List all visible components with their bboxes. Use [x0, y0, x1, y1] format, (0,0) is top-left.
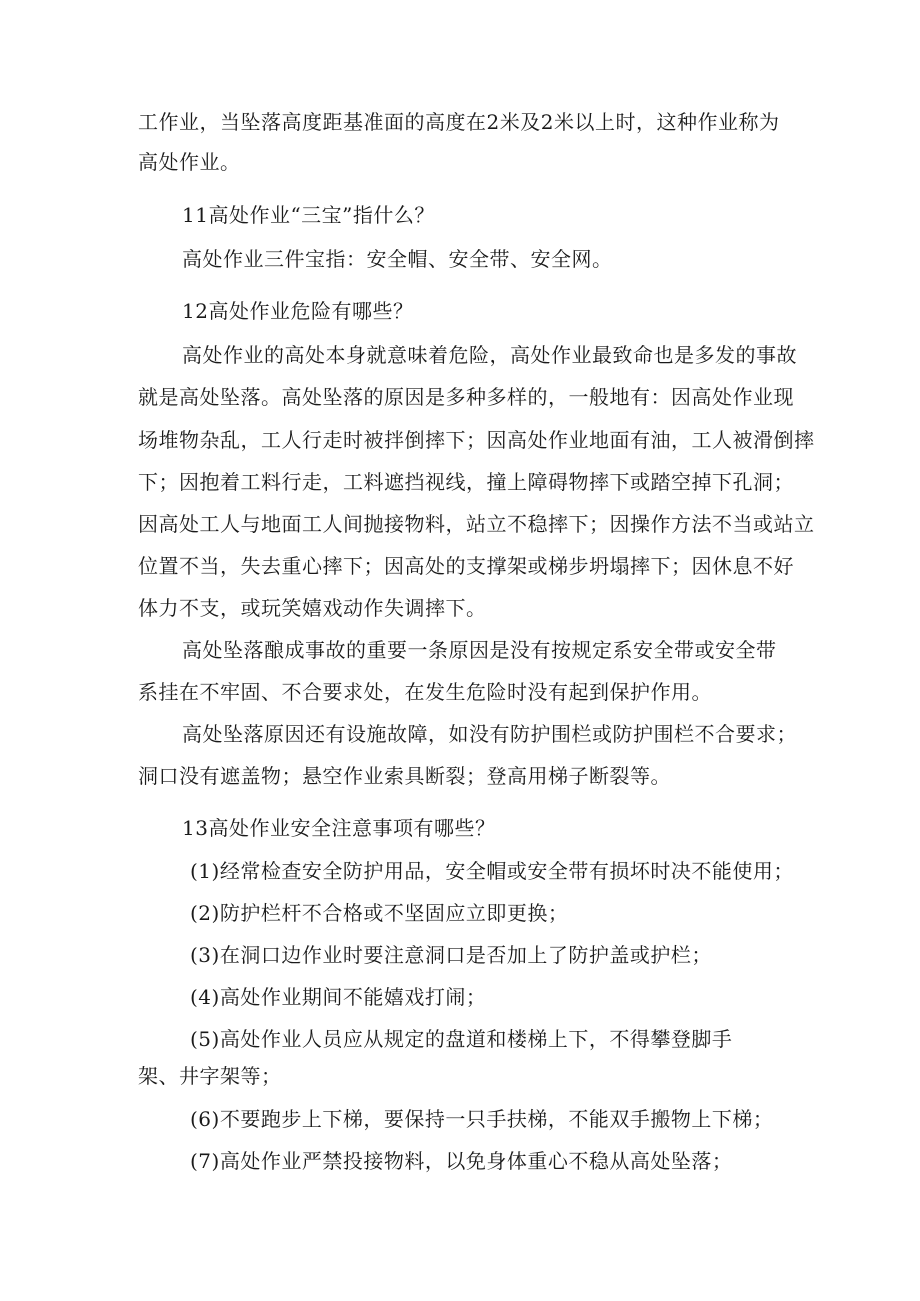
list-item-continuation: 架、井字架等； — [138, 1064, 282, 1088]
list-item: (6)不要跑步上下梯，要保持一只手扶梯，不能双手搬物上下梯； — [190, 1107, 774, 1131]
list-item: (2)防护栏杆不合格或不坚固应立即更换； — [190, 901, 569, 925]
list-item: (4)高处作业期间不能嬉戏打闹； — [190, 985, 487, 1009]
paragraph-line: 高处作业的高处本身就意味着危险，高处作业最致命也是多发的事故 — [182, 343, 797, 367]
paragraph-line: 体力不支，或玩笑嬉戏动作失调摔下。 — [138, 596, 487, 620]
paragraph-line: 因高处工人与地面工人间抛接物料，站立不稳摔下；因操作方法不当或站立 — [138, 512, 815, 536]
paragraph-line: 位置不当，失去重心摔下；因高处的支撑架或梯步坍塌摔下；因休息不好 — [138, 554, 794, 578]
paragraph-line: 场堆物杂乱，工人行走时被拌倒摔下；因高处作业地面有油，工人被滑倒摔 — [138, 428, 815, 452]
question-heading-11: 11高处作业“三宝”指什么？ — [182, 203, 435, 227]
paragraph-line: 高处作业。 — [138, 150, 241, 174]
paragraph-line: 高处坠落原因还有设施故障，如没有防护围栏或防护围栏不合要求； — [182, 722, 797, 746]
list-item: (5)高处作业人员应从规定的盘道和楼梯上下，不得攀登脚手 — [190, 1027, 733, 1051]
paragraph-line: 系挂在不牢固、不合要求处，在发生危险时没有起到保护作用。 — [138, 680, 712, 704]
list-item: (7)高处作业严禁投接物料，以免身体重心不稳从高处坠落； — [190, 1149, 733, 1173]
paragraph-line: 洞口没有遮盖物；悬空作业索具断裂；登高用梯子断裂等。 — [138, 764, 671, 788]
paragraph-line: 工作业，当坠落高度距基准面的高度在2米及2米以上时，这种作业称为 — [138, 110, 780, 134]
paragraph-line: 就是高处坠落。高处坠落的原因是多种多样的，一般地有：因高处作业现 — [138, 385, 794, 409]
paragraph-line: 下；因抱着工料行走，工料遮挡视线，撞上障碍物摔下或踏空掉下孔洞； — [138, 470, 794, 494]
paragraph-line: 高处坠落酿成事故的重要一条原因是没有按规定系安全带或安全带 — [182, 638, 777, 662]
paragraph-line: 高处作业三件宝指：安全帽、安全带、安全网。 — [182, 247, 613, 271]
question-heading-12: 12高处作业危险有哪些？ — [182, 299, 414, 323]
question-heading-13: 13高处作业安全注意事项有哪些？ — [182, 816, 496, 840]
list-item: (1)经常检查安全防护用品，安全帽或安全带有损坏时决不能使用； — [190, 859, 794, 883]
list-item: (3)在洞口边作业时要注意洞口是否加上了防护盖或护栏； — [190, 943, 712, 967]
